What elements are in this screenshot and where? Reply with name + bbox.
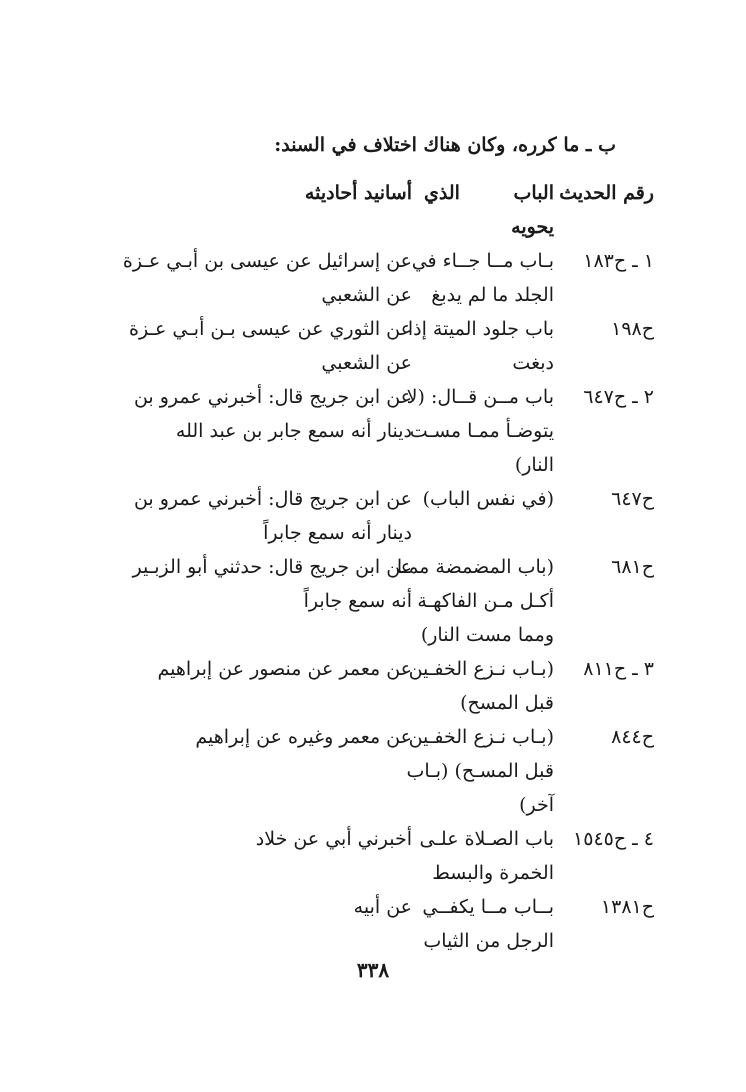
chapter-line: (في نفس الباب) <box>422 488 554 510</box>
isnad-cell <box>127 822 424 890</box>
column-header-isnad: أسانيد أحاديثه <box>304 182 412 204</box>
chapter-line: بــاب مــا يكفــي <box>422 896 554 918</box>
hadith-number: ٢ ـ ح٦٤٧ <box>583 386 654 408</box>
page-number: ٣٣٨ <box>356 958 390 982</box>
chapter-cell <box>424 482 554 550</box>
chapter-cell <box>396 550 554 652</box>
hadith-number: ح٦٨١ <box>611 556 654 578</box>
table-header <box>124 176 654 244</box>
isnad-line: عن ابن جريج قال: أخبرني عمرو بن <box>133 488 412 510</box>
chapter-line: باب جلود الميتة إذا <box>407 318 554 340</box>
isnad-cell <box>127 720 424 822</box>
isnad-line: دينار أنه سمع جابراً <box>263 522 412 544</box>
column-header-chapter: الباب الذي يحويه <box>424 182 554 238</box>
chapter-line: (بـاب نـزع الخفـين <box>408 726 554 748</box>
isnad-line: عن معمر عن منصور عن إبراهيم <box>157 658 412 680</box>
isnad-line: عن معمر وغيره عن إبراهيم <box>195 726 412 748</box>
chapter-line: دبغت <box>512 352 554 374</box>
chapter-line: بـاب مــا جــاء في <box>411 250 554 272</box>
chapter-cell <box>406 720 554 822</box>
isnad-cell <box>122 244 424 312</box>
table-body <box>124 244 654 958</box>
chapter-line: باب مــن قــال: (لا <box>406 386 554 408</box>
chapter-line: (باب المضمضة ممـا <box>396 556 554 578</box>
chapter-line: (بـاب نـزع الخفـين <box>408 658 554 680</box>
chapter-line: ومما مست النار) <box>420 624 554 646</box>
isnad-line: دينار أنه سمع جابر بن عبد الله <box>175 420 412 442</box>
chapter-line: الرجل من الثياب <box>423 930 554 952</box>
isnad-line: عن الشعبي <box>321 352 412 374</box>
table-row <box>124 720 654 822</box>
table-row <box>124 482 654 550</box>
chapter-line: آخر) <box>519 794 554 816</box>
table-row <box>124 244 654 312</box>
chapter-line: الخمرة والبسط <box>432 862 554 884</box>
chapter-line: قبل المسح) <box>460 692 554 714</box>
chapter-cell <box>419 822 554 890</box>
isnad-cell <box>127 312 424 380</box>
hadith-number: ٤ ـ ح١٥٤٥ <box>573 828 654 850</box>
isnad-line: أخبرني أبي عن خلاد <box>255 828 412 850</box>
chapter-cell <box>407 312 554 380</box>
table-row <box>124 550 654 652</box>
isnad-line: عن ابن جريج قال: حدثني أبو الزبـير <box>132 556 412 578</box>
isnad-cell <box>127 652 424 720</box>
hadith-number: ٣ ـ ح٨١١ <box>583 658 654 680</box>
table-row <box>124 890 654 958</box>
isnad-line: عن ابن جريج قال: أخبرني عمرو بن <box>133 386 412 408</box>
isnad-cell <box>127 482 424 550</box>
chapter-line: النار) <box>514 454 554 476</box>
chapter-line: قبل المسـح) (بـاب <box>406 760 554 782</box>
table-row <box>124 312 654 380</box>
section-heading: ب ـ ما كرره، وكان هناك اختلاف في السند: <box>274 134 616 156</box>
isnad-cell <box>127 550 424 652</box>
isnad-line: أنه سمع جابراً <box>303 590 412 612</box>
table-row <box>124 380 654 482</box>
isnad-line: عن الثوري عن عيسى بـن أبـي عـزة <box>129 318 412 340</box>
chapter-line: باب الصـلاة علـى <box>419 828 554 850</box>
table-row <box>124 652 654 720</box>
chapter-cell <box>424 890 554 958</box>
isnad-cell <box>127 890 424 958</box>
hadith-number: ح٦٤٧ <box>611 488 654 510</box>
hadith-number: ح١٣٨١ <box>600 896 654 918</box>
chapter-cell <box>406 380 554 482</box>
hadith-number: ح١٩٨ <box>611 318 654 340</box>
isnad-line: عن أبيه <box>353 896 412 918</box>
chapter-cell <box>411 244 554 312</box>
chapter-line: الجلد ما لم يدبغ <box>431 284 554 306</box>
isnad-line: عن إسرائيل عن عيسى بن أبـي عـزة <box>122 250 412 272</box>
hadith-table <box>124 176 654 958</box>
table-row <box>124 822 654 890</box>
chapter-line: أكـل مـن الفاكهـة <box>417 590 554 612</box>
column-header-number: رقم الحديث <box>559 182 654 204</box>
isnad-cell <box>127 380 424 482</box>
isnad-line: عن الشعبي <box>321 284 412 306</box>
hadith-number: ح٨٤٤ <box>611 726 654 748</box>
chapter-line: يتوضـأ ممـا مسـت <box>409 420 554 442</box>
hadith-number: ١ ـ ح١٨٣ <box>583 250 654 272</box>
chapter-cell <box>408 652 554 720</box>
